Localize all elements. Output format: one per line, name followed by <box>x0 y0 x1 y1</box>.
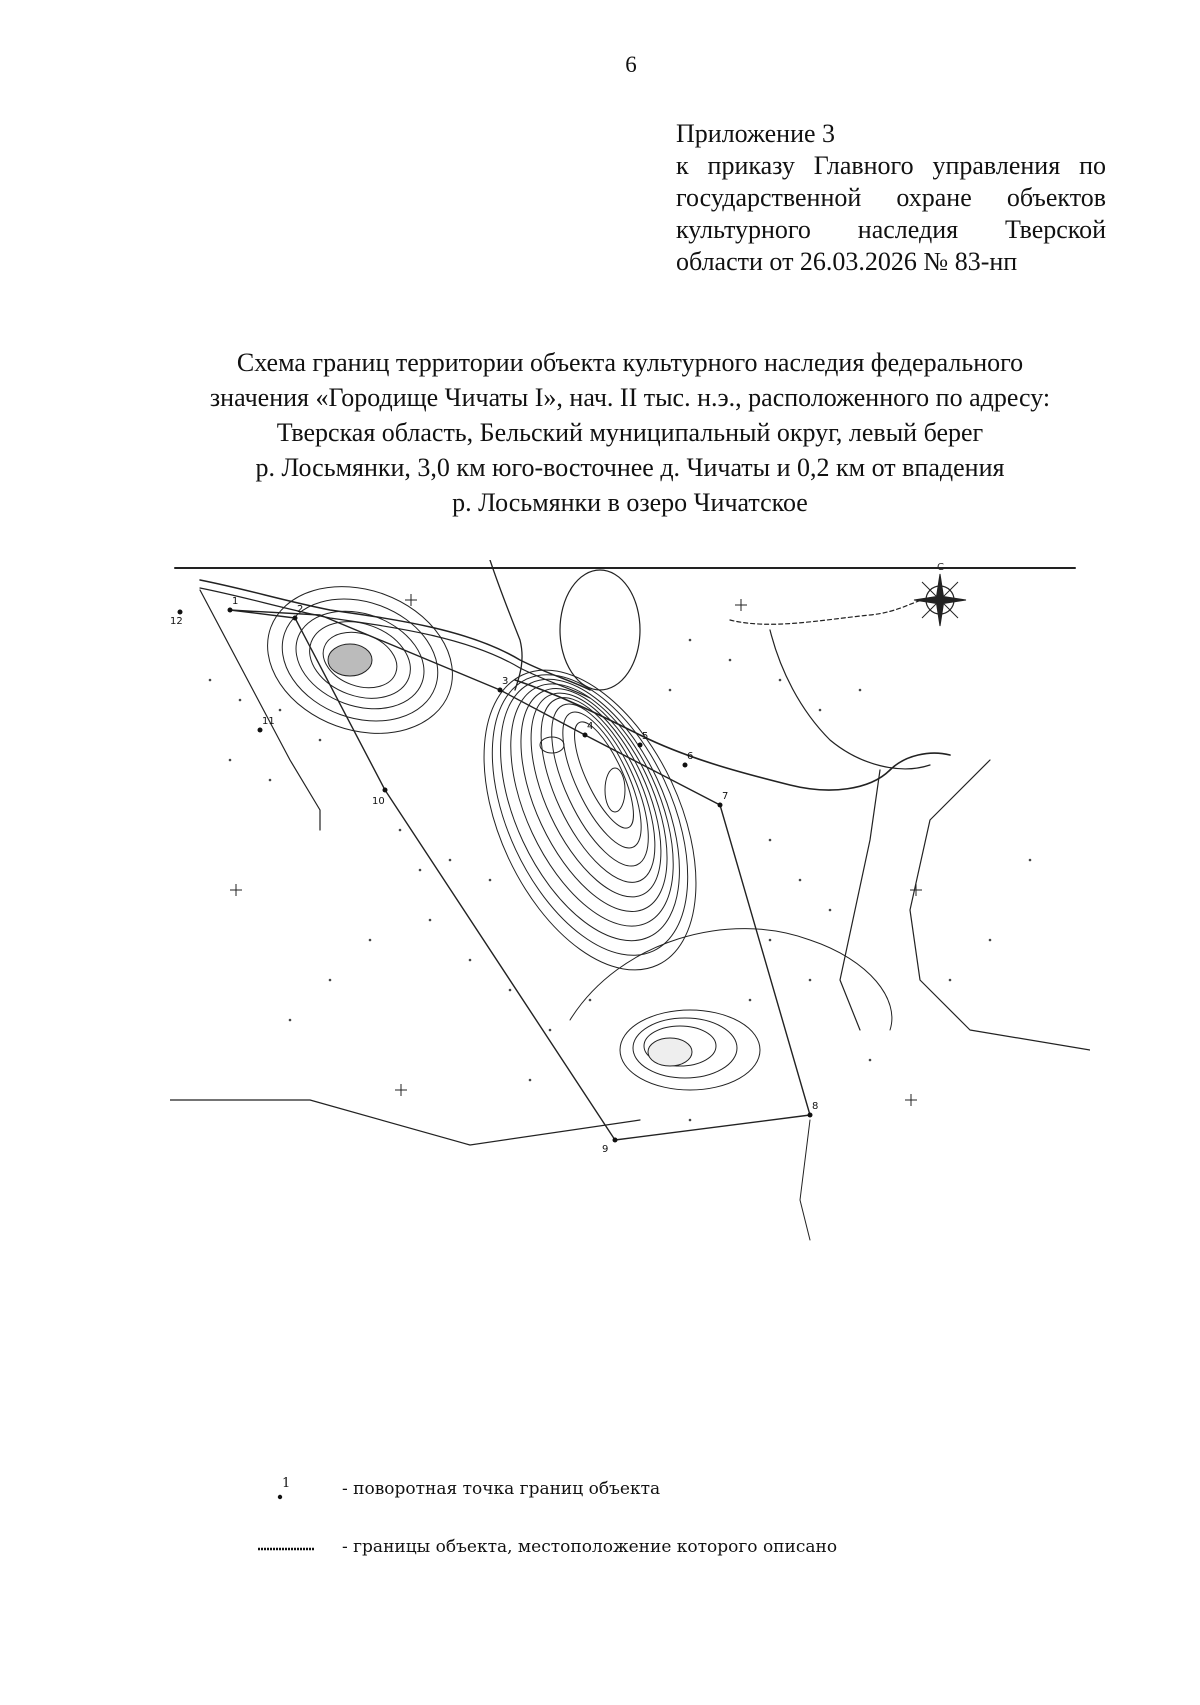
parcel-line <box>800 1120 810 1240</box>
turning-point <box>258 728 263 733</box>
turning-point-label: 1 <box>232 596 239 607</box>
parcel-line <box>910 760 1090 1050</box>
turning-point-label: 12 <box>170 616 183 627</box>
turning-point-label: 3 <box>502 676 509 687</box>
turning-point-label: 4 <box>587 721 594 732</box>
turning-point <box>583 733 588 738</box>
compass-label: С <box>937 562 944 573</box>
turning-point <box>638 743 643 748</box>
turning-point <box>228 608 233 613</box>
lake-shore <box>515 680 950 790</box>
contour-lines <box>247 562 473 759</box>
turning-point <box>808 1113 813 1118</box>
turning-point-label: 9 <box>602 1144 609 1155</box>
lake-oval <box>560 570 640 690</box>
document-title <box>120 345 1140 520</box>
turning-points <box>170 596 818 1155</box>
turning-point <box>383 788 388 793</box>
appendix-line: культурного наследия Тверской <box>676 215 1106 244</box>
parcel-line <box>840 770 880 1030</box>
object-boundary <box>230 610 810 1140</box>
turning-point-label: 7 <box>722 791 729 802</box>
appendix-line: государственной охране объектов <box>676 183 1106 212</box>
appendix-header <box>676 118 1106 278</box>
compass-rose-icon <box>914 562 966 626</box>
lake-shore <box>770 630 930 769</box>
title-line: р. Лосьмянки в озеро Чичатское <box>452 488 808 517</box>
river-line <box>200 588 590 698</box>
title-line: Тверская область, Бельский муниципальный округ, левый берег <box>276 418 984 447</box>
legend-row-line <box>256 1533 970 1563</box>
boundary-map <box>170 560 1090 1312</box>
page-number: 6 <box>625 52 637 77</box>
legend-point-text: - поворотная точка границ объекта <box>342 1479 661 1499</box>
legend-point-symbol: 1 <box>282 1476 291 1491</box>
turning-point-label: 11 <box>262 716 275 727</box>
turning-point <box>293 616 298 621</box>
turning-point-legend-icon <box>270 1475 300 1505</box>
turning-point <box>498 688 503 693</box>
turning-point-label: 8 <box>812 1101 819 1112</box>
legend-row-point <box>270 1475 970 1505</box>
turning-point-label: 10 <box>372 796 385 807</box>
lake-shore <box>730 598 930 624</box>
legend-line-text: - границы объекта, местоположение которого описано <box>342 1537 838 1557</box>
turning-point <box>683 763 688 768</box>
contour-lines <box>570 929 892 1090</box>
parcel-line <box>200 590 320 830</box>
appendix-line: Приложение 3 <box>676 119 836 148</box>
parcel-line <box>170 1100 640 1145</box>
appendix-line: к приказу Главного управления по <box>676 151 1106 180</box>
turning-point-label: 5 <box>642 731 649 742</box>
turning-point-label: 2 <box>297 604 304 615</box>
legend <box>270 1475 970 1595</box>
river-line <box>490 560 522 690</box>
turning-point <box>178 610 183 615</box>
turning-point <box>613 1138 618 1143</box>
turning-point <box>718 803 723 808</box>
boundary-legend-line <box>256 1543 316 1555</box>
title-line: Схема границ территории объекта культурного наследия федерального <box>236 348 1024 377</box>
title-line: значения «Городище Чичаты I», нач. II тыс. н.э., расположенного по адресу: <box>209 383 1051 412</box>
title-line: р. Лосьмянки, 3,0 км юго-восточнее д. Чичаты и 0,2 км от впадения <box>255 453 1005 482</box>
turning-point-label: 6 <box>687 751 694 762</box>
appendix-line: области от 26.03.2026 № 83-нп <box>676 247 1018 276</box>
contour-lines <box>441 637 739 1003</box>
